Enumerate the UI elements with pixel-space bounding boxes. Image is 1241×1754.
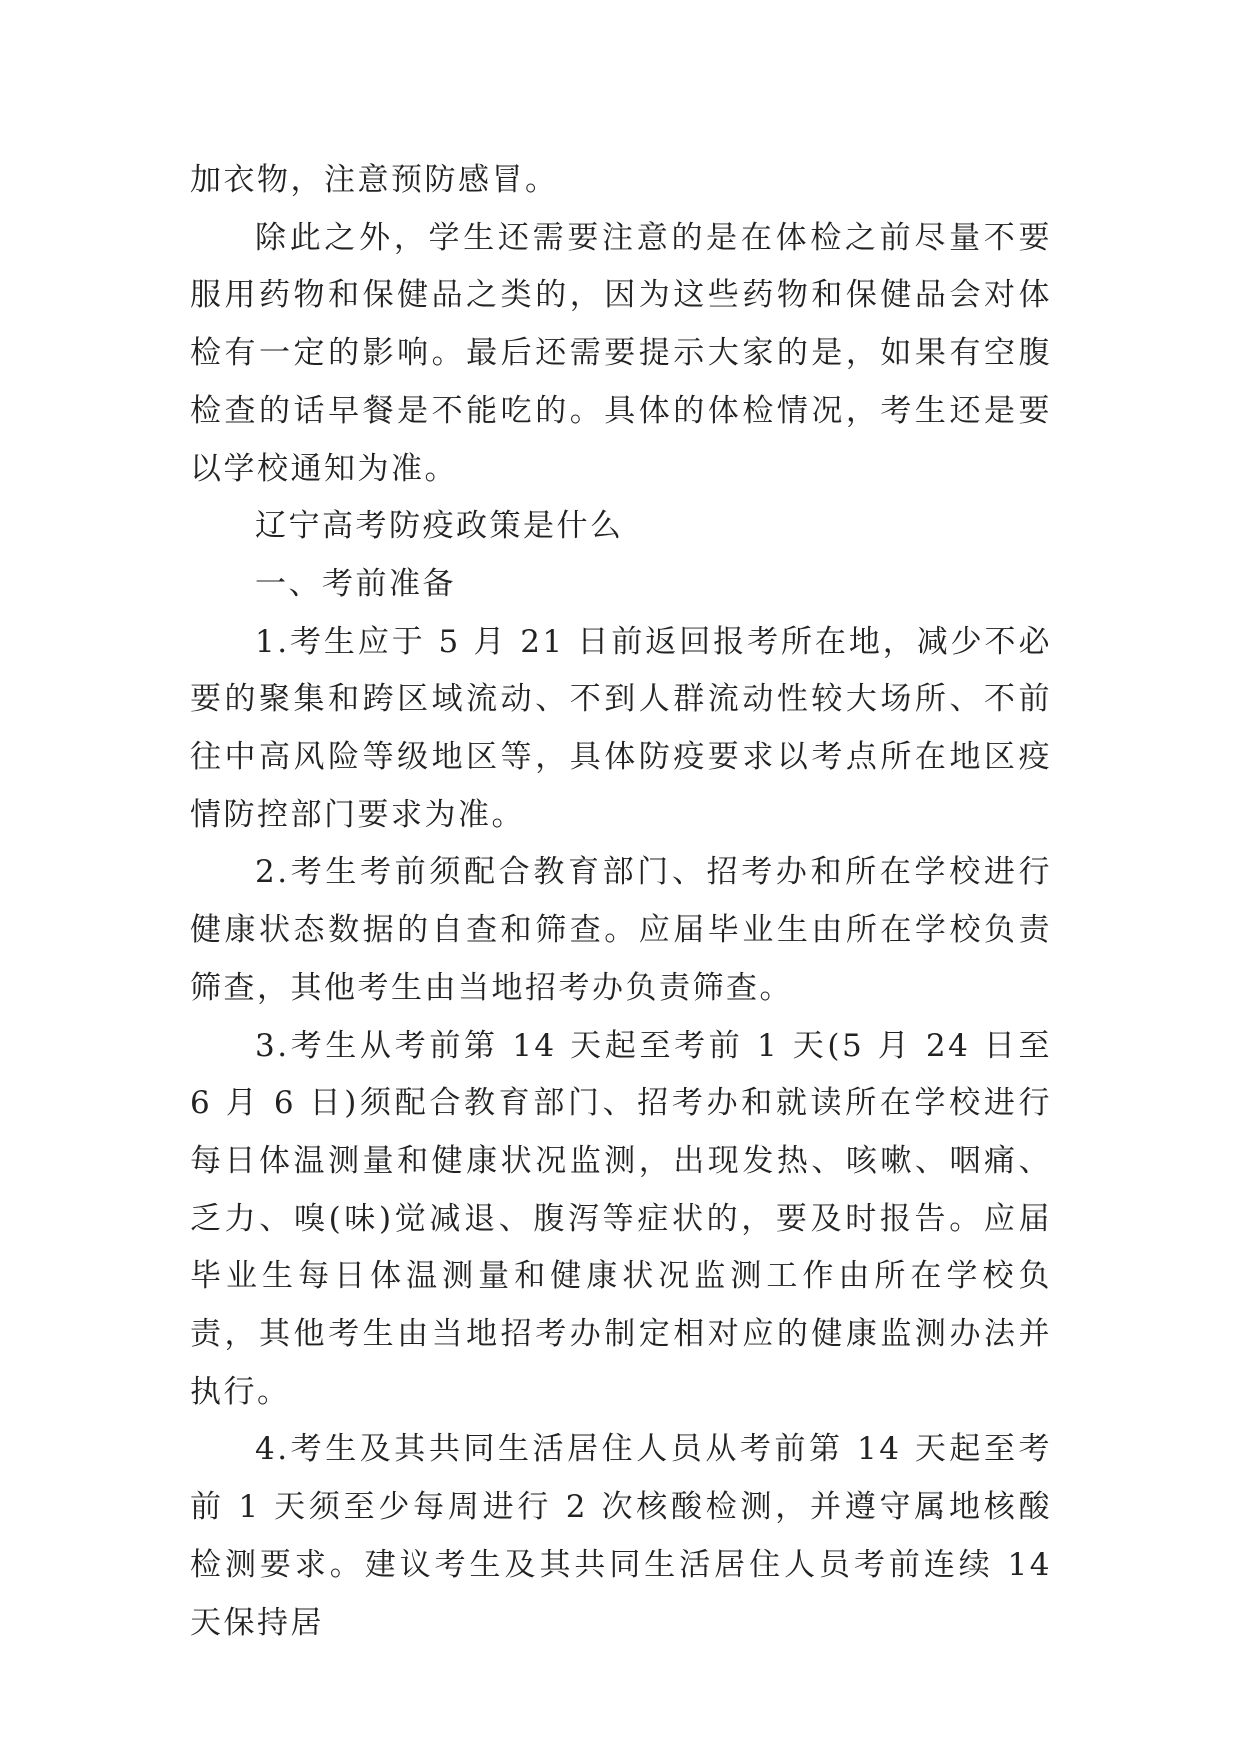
- section-heading-policy: 辽宁高考防疫政策是什么: [255, 508, 624, 545]
- paragraph-continuation: 加衣物，注意预防感冒。: [190, 162, 559, 198]
- list-item-2: 2.考生考前须配合教育部门、招考办和所在学校进行健康状态数据的自查和筛查。应届毕业生由所在学校负责筛查，其他考生由当地招考办负责筛查。: [190, 854, 1052, 1006]
- list-item-1: 1.考生应于 5 月 21 日前返回报考所在地，减少不必要的聚集和跨区域流动、不到人群流动性较大场所、不前往中高风险等级地区等，具体防疫要求以考点所在地区疫情防控部门要求为准。: [190, 623, 1052, 833]
- document-body: [190, 152, 1052, 1652]
- list-item-4: 4.考生及其共同生活居住人员从考前第 14 天起至考前 1 天须至少每周进行 2 次核酸检测，并遵守属地核酸检测要求。建议考生及其共同生活居住人员考前连续 14 天保持居: [190, 1431, 1052, 1641]
- subsection-heading-preparation: 一、考前准备: [255, 565, 456, 602]
- paragraph-checkup-advice: 除此之外，学生还需要注意的是在体检之前尽量不要服用药物和保健品之类的，因为这些药物和保健品会对体检有一定的影响。最后还需要提示大家的是，如果有空腹检查的话早餐是不能吃的。具体的体检情况，考生还是要以学校通知为准。: [190, 219, 1052, 487]
- list-item-3: 3.考生从考前第 14 天起至考前 1 天(5 月 24 日至 6 月 6 日)须配合教育部门、招考办和就读所在学校进行每日体温测量和健康状况监测，出现发热、咳嗽、咽痛、乏力、嗅(味)觉减退、腹泻等症状的，要及时报告。应届毕业生每日体温测量和健康状况监测工作由所在学校负责，其他考生由当地招考办制定相对应的健康监测办法并执行。: [190, 1027, 1052, 1410]
